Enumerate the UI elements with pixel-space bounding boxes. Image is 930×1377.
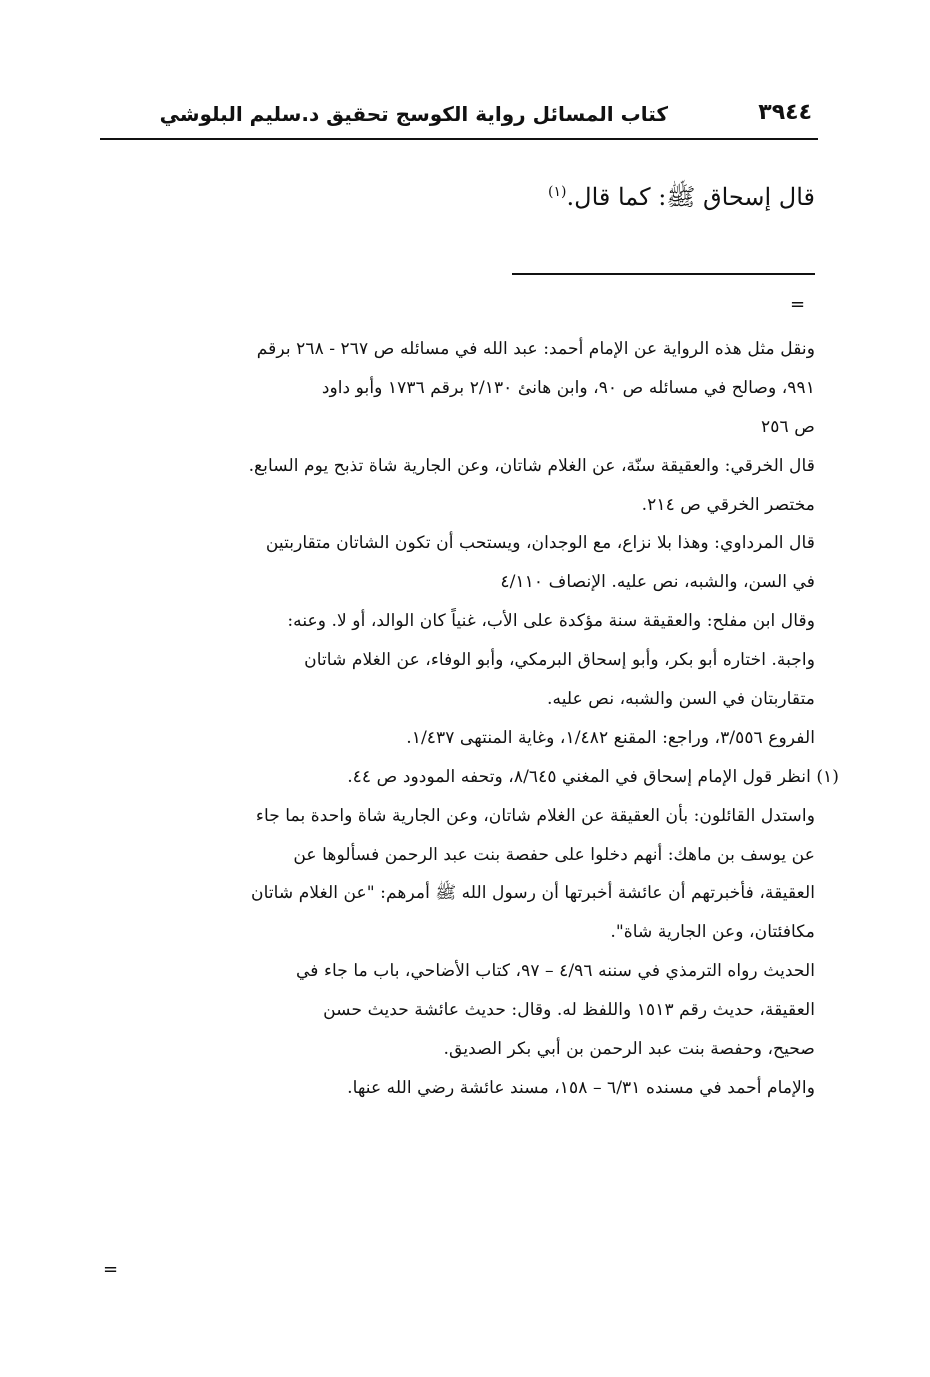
footnote-line: واجبة. اختاره أبو بكر، وأبو إسحاق البرمكي، وأبو الوفاء، عن الغلام شاتان xyxy=(304,650,815,671)
footnote-line-1: (١) انظر قول الإمام إسحاق في المغني ٨/٦٤٥، وتحفه المودود ص ٤٤. xyxy=(347,766,839,787)
footnote-line: مكافئتان، وعن الجارية شاة". xyxy=(610,922,815,943)
footnotes-block xyxy=(103,330,839,1108)
footnote-line: الفروع ٣/٥٥٦، وراجع: المقنع ١/٤٨٢، وغاية المنتهى ١/٤٣٧. xyxy=(406,727,815,748)
footnote-line: قال المرداوي: وهذا بلا نزاع، مع الوجدان، ويستحب أن تكون الشاتان متقاربتين xyxy=(265,533,815,554)
footnote-line: العقيقة، حديث رقم ١٥١٣ واللفظ له. وقال: حديث عائشة حديث حسن xyxy=(323,1000,815,1021)
footnote-line: صحيح، وحفصة بنت عبد الرحمن بن أبي بكر الصديق. xyxy=(443,1039,815,1060)
main-text-body: قال إسحاق ﷺ: كما قال. xyxy=(566,183,815,211)
page-header xyxy=(100,92,818,140)
footnote-line: ٩٩١، وصالح في مسائله ص ٩٠، وابن هانئ ٢/١٣٠ برقم ١٧٣٦ وأبو داود xyxy=(321,377,815,398)
running-title: كتاب المسائل رواية الكوسج تحقيق د.سليم البلوشي xyxy=(159,102,668,126)
footnote-line: وقال ابن مفلح: والعقيقة سنة مؤكدة على الأب، غنياً كان الوالد، أو لا. وعنه: xyxy=(287,611,815,632)
main-text xyxy=(548,182,815,217)
footnote-line: في السن، والشبه، نص عليه. الإنصاف ٤/١١٠ xyxy=(500,572,815,593)
footnote-line: عن يوسف بن ماهك: أنهم دخلوا على حفصة بنت عبد الرحمن فسألوها عن xyxy=(293,844,815,865)
footnote-line: العقيقة، فأخبرتهم أن عائشة أخبرتها أن رسول الله ﷺ أمرهم: "عن الغلام شاتان xyxy=(251,883,815,904)
continuation-mark-top: = xyxy=(790,294,806,315)
footnote-line: الحديث رواه الترمذي في سننه ٤/٩٦ – ٩٧، كتاب الأضاحي، باب ما جاء في xyxy=(295,961,815,982)
footnote-reference: (١) xyxy=(548,184,567,200)
footnote-line: ونقل مثل هذه الرواية عن الإمام أحمد: عبد الله في مسائله ص ٢٦٧ - ٢٦٨ برقم xyxy=(256,339,815,359)
page-number: ٣٩٤٤ xyxy=(758,100,812,125)
footnote-line: مختصر الخرقي ص ٢١٤. xyxy=(641,494,815,515)
footnote-line: واستدل القائلون: بأن العقيقة عن الغلام شاتان، وعن الجارية شاة واحدة بما جاء xyxy=(255,805,815,826)
footnote-line: والإمام أحمد في مسنده ٦/٣١ – ١٥٨، مسند عائشة رضي الله عنها. xyxy=(347,1077,815,1098)
footnote-line: ص ٢٥٦ xyxy=(761,416,815,437)
footnote-separator xyxy=(512,273,815,275)
footnote-line: متقاربتان في السن والشبه، نص عليه. xyxy=(547,689,815,710)
footnote-line: قال الخرقي: والعقيقة سنّة، عن الغلام شاتان، وعن الجارية شاة تذبح يوم السابع. xyxy=(248,455,815,476)
continuation-mark-bottom: = xyxy=(103,1259,119,1280)
